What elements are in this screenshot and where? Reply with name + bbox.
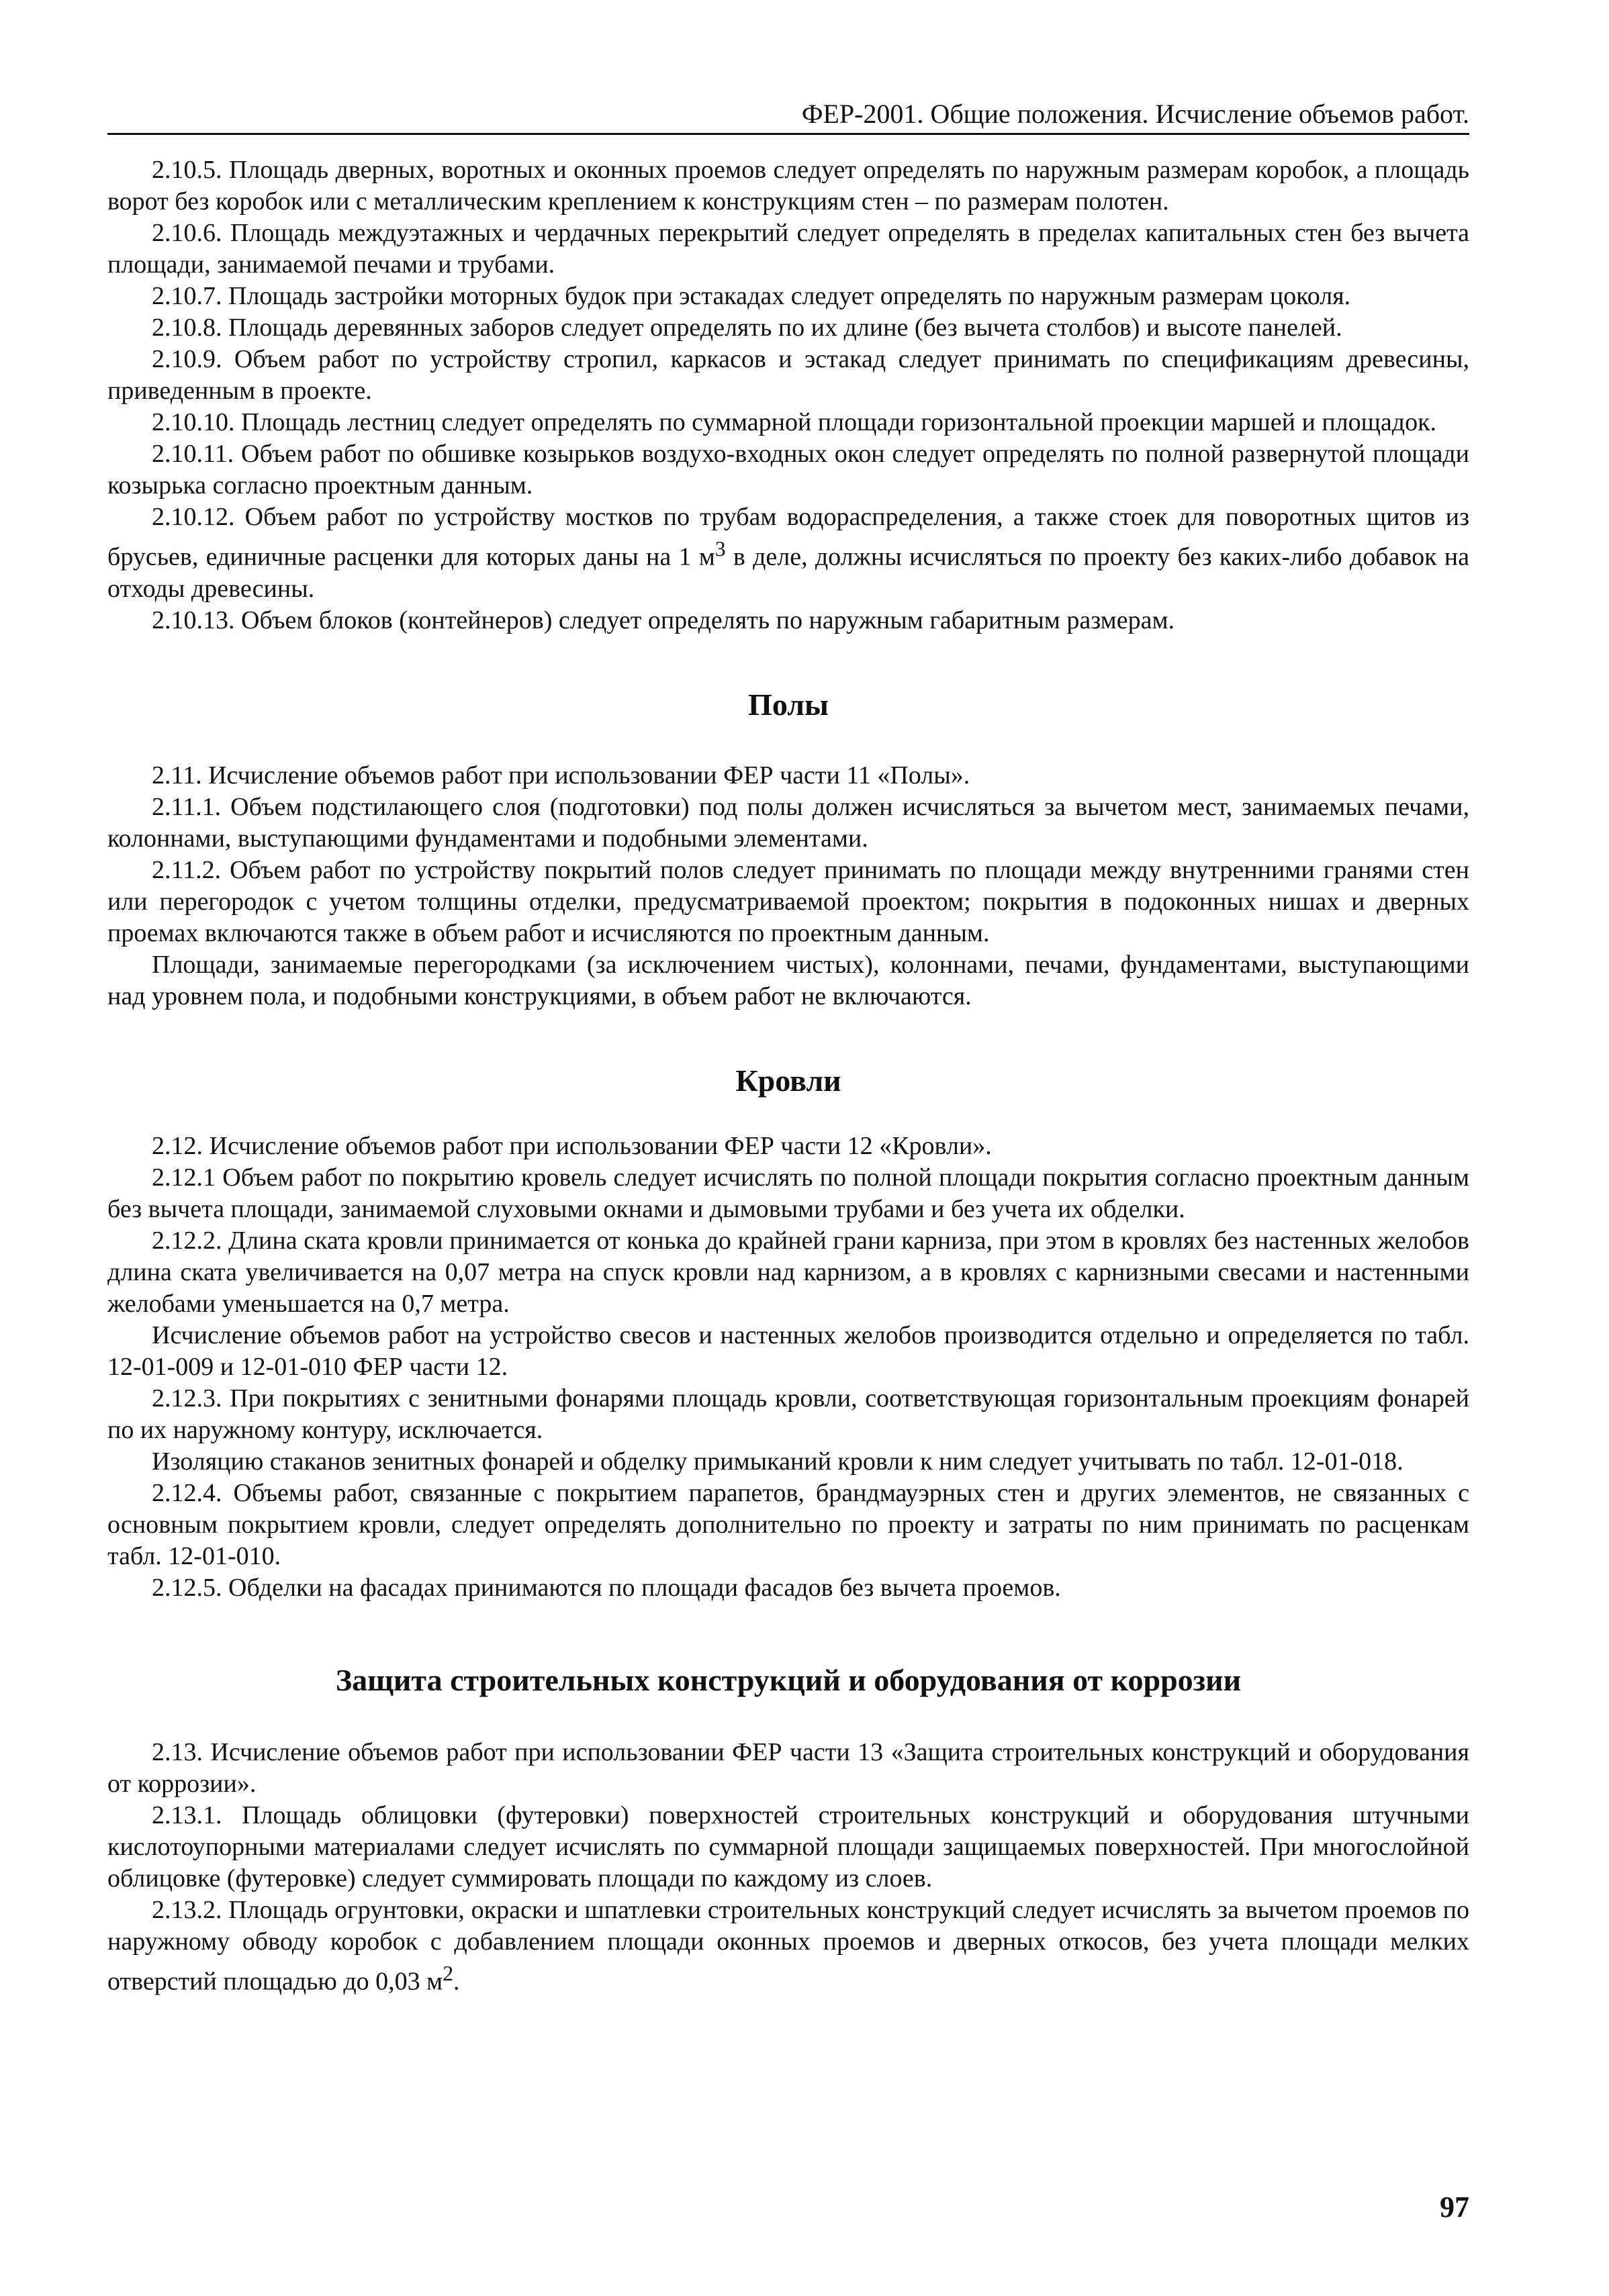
paragraph-2-10-12 — [107, 501, 1469, 605]
paragraph-2-10-13: 2.10.13. Объем блоков (контейнеров) следует определять по наружным габаритным размерам. — [152, 606, 1175, 634]
paragraph-2-10-11: 2.10.11. Объем работ по обшивке козырьков воздухо-входных окон следует определять по полной развернутой площади козырька согласно проектным данным. — [107, 440, 1469, 499]
header-rule — [107, 133, 1469, 135]
paragraph-2-12-5: 2.12.5. Обделки на фасадах принимаются по площади фасадов без вычета проемов. — [152, 1573, 1061, 1602]
paragraph-roofs-skylights: Изоляцию стаканов зенитных фонарей и обделку примыканий кровли к ним следует учитывать по табл. 12-01-018. — [152, 1447, 1404, 1476]
paragraph-roofs-eaves: Исчисление объемов работ на устройство свесов и настенных желобов производится отдельно и определяется по табл. 12-01-009 и 12-01-010 ФЕР части 12. — [107, 1321, 1469, 1381]
paragraph-2-11-1: 2.11.1. Объем подстилающего слоя (подготовки) под полы должен исчисляться за вычетом мест, занимаемых печами, колоннами, выступающими фундаментами и подобными элементами. — [107, 792, 1469, 853]
paragraph-2-12-3: 2.12.3. При покрытиях с зенитными фонарями площадь кровли, соответствующая горизонтальным проекциям фонарей по их наружному контуру, исключается. — [107, 1384, 1469, 1444]
paragraph-2-13: 2.13. Исчисление объемов работ при использовании ФЕР части 13 «Защита строительных конструкций и оборудования от коррозии». — [107, 1737, 1469, 1798]
paragraph-2-13-2-text: 2.13.2. Площадь огрунтовки, окраски и шпатлевки строительных конструкций следует исчислять за вычетом проемов по наружному обводу коробок с добавлением площади оконных проемов и дверных откосов, без учета площади мелких отверстий площадью до 0,03 м — [107, 1895, 1469, 1996]
paragraph-2-11: 2.11. Исчисление объемов работ при использовании ФЕР части 11 «Полы». — [152, 761, 970, 790]
page-content — [107, 154, 1469, 1997]
paragraph-2-11-2: 2.11.2. Объем работ по устройству покрытий полов следует принимать по площади между внутренними гранями стен или перегородок с учетом толщины отделки, предусматриваемой проектом; покрытия в подоконных нишах и дверных проемах включаются также в объем работ и исчисляются по проектным данным. — [107, 855, 1469, 947]
paragraph-2-10-10: 2.10.10. Площадь лестниц следует определять по суммарной площади горизонтальной проекции маршей и площадок. — [152, 408, 1437, 436]
paragraph-2-10-8: 2.10.8. Площадь деревянных заборов следует определять по их длине (без вычета столбов) и высоте панелей. — [152, 314, 1342, 342]
page-number: 97 — [1440, 2191, 1469, 2223]
paragraph-2-13-2 — [107, 1895, 1469, 1998]
paragraph-2-12: 2.12. Исчисление объемов работ при использовании ФЕР части 12 «Кровли». — [152, 1131, 992, 1160]
superscript-3: 3 — [715, 537, 726, 561]
heading-floors: Полы — [748, 687, 829, 722]
superscript-2: 2 — [443, 1961, 454, 1985]
heading-roofs: Кровли — [735, 1063, 841, 1098]
section-floors — [107, 760, 1469, 1012]
paragraph-2-12-1: 2.12.1 Объем работ по покрытию кровель следует исчислять по полной площади покрытия согласно проектным данным без вычета площади, занимаемой слуховыми окнами и дымовыми трубами и без учета их обделки. — [107, 1163, 1469, 1223]
section-roofs — [107, 1131, 1469, 1604]
paragraph-floors-note: Площади, занимаемые перегородками (за исключением чистых), колоннами, печами, фундаментами, выступающими над уровнем пола, и подобными конструкциями, в объем работ не включаются. — [107, 950, 1469, 1010]
paragraph-2-10-12-text-end: в деле, должны исчисляться по проекту без каких-либо добавок на отходы древесины. — [107, 542, 1470, 603]
section-corrosion-protection — [107, 1737, 1469, 1998]
paragraph-2-12-2: 2.12.2. Длина ската кровли принимается от конька до крайней грани карниза, при этом в кровлях без настенных желобов длина ската увеличивается на 0,07 метра на спуск кровли над карнизом, а в кровлях с карнизными свесами и настенными желобами уменьшается на 0,7 метра. — [107, 1226, 1469, 1318]
paragraph-2-12-4: 2.12.4. Объемы работ, связанные с покрытием парапетов, брандмауэрных стен и других элементов, не связанных с основным покрытием кровли, следует определять дополнительно по проекту и затраты по ним принимать по расценкам табл. 12-01-010. — [107, 1478, 1469, 1570]
running-header: ФЕР-2001. Общие положения. Исчисление объемов работ. — [801, 99, 1469, 129]
paragraph-2-10-6: 2.10.6. Площадь междуэтажных и чердачных перекрытий следует определять в пределах капитальных стен без вычета площади, занимаемой печами и трубами. — [107, 219, 1469, 279]
section-2-10 — [107, 154, 1469, 636]
paragraph-2-10-5: 2.10.5. Площадь дверных, воротных и оконных проемов следует определять по наружным размерам коробок, а площадь ворот без коробок или с металлическим креплением к конструкциям стен – по размерам полотен. — [107, 156, 1469, 216]
heading-corrosion-protection: Защита строительных конструкций и оборудования от коррозии — [335, 1662, 1242, 1697]
paragraph-2-10-7: 2.10.7. Площадь застройки моторных будок при эстакадах следует определять по наружным размерам цоколя. — [152, 282, 1351, 310]
paragraph-2-10-9: 2.10.9. Объем работ по устройству стропил, каркасов и эстакад следует принимать по спецификациям древесины, приведенным в проекте. — [107, 345, 1469, 405]
paragraph-2-13-1: 2.13.1. Площадь облицовки (футеровки) поверхностей строительных конструкций и оборудования штучными кислотоупорными материалами следует исчислять по суммарной площади защищаемых поверхностей. При многослойной облицовке (футеровке) следует суммировать площади по каждому из слоев. — [107, 1801, 1469, 1893]
paragraph-2-10-12-text: 2.10.12. Объем работ по устройству мостков по трубам водораспределения, а также стоек для поворотных щитов из брусьев, единичные расценки для которых даны на 1 м — [107, 503, 1469, 571]
paragraph-2-13-2-text-end: . — [453, 1967, 460, 1996]
